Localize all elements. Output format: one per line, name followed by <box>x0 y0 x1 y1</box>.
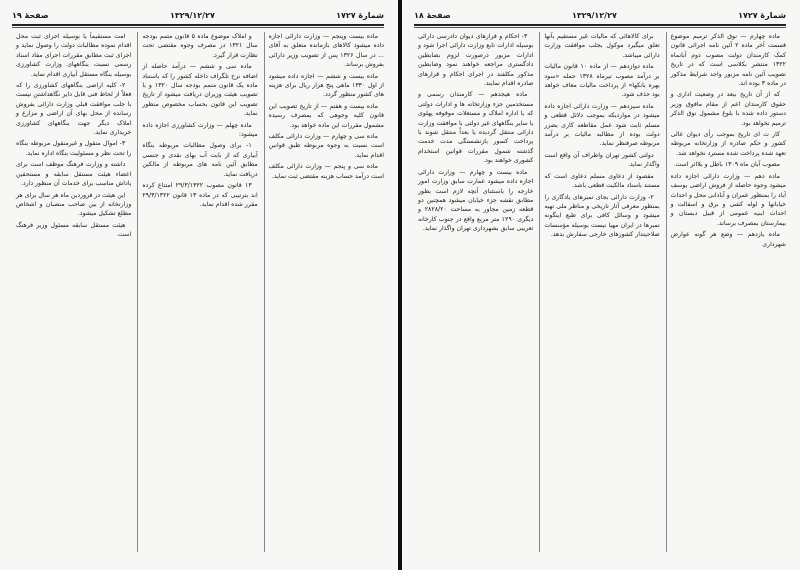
left-page <box>0 0 398 570</box>
article-paragraph: ماده سی و چهارم — وزارت دارائی مکلف است نسبت به وجوه مربوطه طبق قوانین اقدام نماید. <box>268 133 384 159</box>
article-paragraph: برای کالاهائی که مالیات غیر مستقیم بآنها تعلق میگیرد موکول بجلب موافقت وزارت دارائی میباشد. <box>544 33 660 59</box>
page-header <box>414 8 786 22</box>
article-paragraph: ماده بیست وپنجم — وزارت دارائی اجازه داده میشود کالاهای بازمانده متعلق به آقای ... در سال ۱۳۲۶ پس از تصویب وزیر دارائی بفروش برساند. <box>268 33 384 69</box>
article-paragraph: ۲- وزارت دارائی بجای تمبرهای یادگاری را بمنظور معرفی آثار تاریخی و مناظر ملی تهیه میشود و وسائل کافی برای طبع اینگونه تمبرها در ایران مهیا نیست بوسیله مؤسسات صلاحیتدار کشورهای خارجی سفارش بدهد. <box>544 193 660 239</box>
article-paragraph: ماده بیست و هفتم — از تاریخ تصویب این قانون کلیه وجوهی که بمصرف رسیده مشمول مقررات این ماده خواهد بود. <box>268 102 384 129</box>
article-paragraph: که از آن تاریخ ببعد در وضعیت اداری و حقوق کارمندان اعم از مقام مافوق وزیر دستور داده شده با بلوغ مشمول نوق الذکر ترمیم نخواهد بود. <box>670 91 786 127</box>
article-paragraph: دولتی کشور تهران واطراف آن واقع است واگذار نماید. <box>544 151 660 169</box>
article-paragraph: ۳- اموال منقول و غیرمنقول مربوطه بنگاه را تحت نظر و مسئولیت بنگاه اداره نماید. <box>16 140 132 157</box>
article-paragraph: ماده سی و پنجم — وزارت دارائی مکلف است درآمد حساب هزینه مقتضی ثبت نماید. <box>268 163 384 180</box>
column-3 <box>12 32 131 552</box>
article-paragraph: مصوب آبان ماه ۱۳۰۹ باطل و بلااثر است. <box>673 161 780 169</box>
article-paragraph: ماده یازدهم — وضع هر گونه عوارض شهرداری <box>670 231 786 248</box>
column-2 <box>539 32 659 552</box>
header-rule-thin <box>12 27 384 28</box>
page-header <box>12 8 384 22</box>
column-3 <box>414 32 533 552</box>
article-paragraph: ماده سیزدهم — وزارت دارائی اجازه داده میشود در مواردیکه بموجب دلائل قطعی و مسلم ثابت شود عمل مقاطعه کاری بضرر دولت بوده از مطالبه مالیات بر درآمد مربوطه صرفنظر نماید. <box>544 102 660 148</box>
article-paragraph: کار ت ای تاریخ بموجب رأی دیوان عالی کشور و حکم صادره از وزارتخانه مربوطه تعهد شده پرداخت شده مسترد نخواهد شد. <box>670 131 786 157</box>
article-paragraph: ماده بیست و ششم — اجازه داده میشود از اول ۱۳۳۰ ماهی پنج هزار ریال برای هزینه های کشور منظور گردد. <box>268 72 384 99</box>
page-number: صفحهٔ ۱۹ <box>12 10 49 20</box>
header-rule <box>12 24 384 26</box>
column-2 <box>137 32 257 552</box>
article-paragraph: ماده چهلم — وزارت کشاورزی اجازه داده میشود: <box>142 121 258 139</box>
column-1 <box>264 32 384 552</box>
issue-number: شمارهٔ ۱۷۲۷ <box>336 10 384 20</box>
article-paragraph: ۳- احکام و قرارهای دیوان دادرسی دارائی بوسیله ادارات تابع وزارت دارائی اجرا شود و ادارات مزبور درصورت لزوم بضابطین دادگستری مراجعه خواهند نمود وضابطین مذکور مکلفند در اجرای احکام و قرارهای صادره اقدام نمایند. <box>418 33 534 88</box>
header-rule <box>414 24 786 26</box>
article-paragraph: ماده دهم — وزارت دارائی اجازه داده میشود وجوه حاصله از فروش اراضی یوسف آباد را بمنظور عمران و آبادانی محل و احداث خیابانها و لوله کشی و برق و اسفالت و احداث ابنیه عمومی از قبیل دبستان و بیمارستان بمصرف برساند. <box>670 172 786 227</box>
article-paragraph: مقصود از دعاوی مسلم دعاوی است که مستند باسناد مالکیت قطعی باشد. <box>544 172 660 190</box>
column-container <box>12 32 384 552</box>
issue-date: ۱۳۲۹/۱۲/۲۷ <box>169 10 215 20</box>
article-paragraph: داشته و وزارت فرهنگ موظف است برای اعضاء هیئت مستقل سابقه و مستحقین پاداش مناسب برای خدمات آن منظور دارد. <box>16 161 132 188</box>
article-paragraph: هیئت مستقل سابقه مسئول وزیر فرهنگ است. <box>16 221 132 239</box>
article-paragraph: ماده هیجدهم — کارمندان رسمی و مستخدمین جزء وزارتخانه ها و ادارات دولتی که با اداره املاک و مستغلات موقوفه پهلوی یا سایر بنگاههای غیر دولتی با موافقت وزارت دارائی منتقل گردیده یا بعداً منتقل شوند با پرداخت کسور بازنشستگی مدت خدمت گذشته شمول مقررات قوانین استخدام کشوری خواهند بود. <box>418 91 534 165</box>
article-paragraph: ماده سی و ششم — درآمد حاصله از اضافه نرخ تلگراف داخله کشور را که باستناد ماده یک قانون متمم بودجه سال ۱۳۲۰ و با تصویب هیئت وزیران دریافت میشود از تاریخ تصویب این قانون بحساب مخصوص منظور نماید. <box>142 63 258 118</box>
article-paragraph: ۱- برای وصول مطالبات مربوطه بنگاه آبیاری که از بابت آب بهای نقدی و جنسی مطابق آئین نامه های مربوطه از مالکین دریافت نماید. <box>142 142 258 178</box>
article-paragraph: این هیئت در فروردین ماه هر سال برای هر وزارتخانه از بین صاحب منصبان و اشخاص مطلع تشکیل میشود. <box>16 191 132 218</box>
issue-date: ۱۳۲۹/۱۲/۲۷ <box>571 10 617 20</box>
header-rule-thin <box>414 27 786 28</box>
article-paragraph: ۱۳ قانون مصوب ۲۹/۳/۱۳۲۲ امتناع کرده اند بترتیبی که در ماده ۱۳ قانون ۲۹/۳/۱۳۲۲ مقرر شده اقدام نماید. <box>142 182 258 208</box>
right-page <box>402 0 800 570</box>
column-1 <box>666 32 786 552</box>
column-container <box>414 32 786 552</box>
article-paragraph: ماده چهارم — نوق الذکر ترمیم موضوع قسمت آخر ماده ۲ آئین نامه اجرائی قانون کمک کارمندان دولت مصوب دوم آبانماه ۱۳۲۲ منتشر بکلاسی است که در تاریخ تصویب آئین نامه مزبور واجد شرایط مذکور در ماده ۳ بوده اند. <box>670 33 786 88</box>
article-paragraph: و املاک موضوع ماده ۵ قانون متمم بودجه سال ۱۳۲۱ در مصرف وجوه مقتضی تحت نظارت قرار گیرد. <box>142 33 258 59</box>
article-paragraph: امت مستقیماً یا بوسیله اجرای ثبت محل اقدام نموده مطالبات دولت را وصول نماید و اجرای ثبت مطابق مقررات اجرای مفاد اسناد رسمی نسبت بنگاههای وزارت کشاورزی بوسیله بنگاه مستقل آبیاری اقدام نماید. <box>16 33 132 78</box>
page-number: صفحهٔ ۱۸ <box>414 10 451 20</box>
article-paragraph: ماده بیست و چهارم — وزارت دارائی اجازه داده میشود عمارت سابق وزارت امور خارجه را باستثنای آنچه لازم است بطور مطابق نقشه جزء خیابان میشود همچنین دو قطعه زمین مجاور به مساحت ۲۸۲۸/۲۰ و دیگری ۱۲۹۰ متر مربع واقع در جنوب کارخانه تعریبی سابق بشهرداری تهران واگذار نماید. <box>418 168 534 233</box>
article-paragraph: ماده دوازدهم — از ماده ۱۰ قانون مالیات بر درآمد مصوب تیرماه ۱۳۲۸ جمله «سود بهره بانکها» از پرداخت مالیات معاف خواهد بود حذف شود. <box>544 63 660 99</box>
issue-number: شمارهٔ ۱۷۲۷ <box>738 10 786 20</box>
article-paragraph: ۲- کلیه اراضی بنگاههای کشاورزی را که فعلاً از لحاظ فنی قابل دایر نگاهداشتن نیست با جلب موافقت قبلی وزارت دارائی بفروش رسانده از محل بهای آن اراضی و مزارع و املاک دیگر جهت بنگاههای کشاورزی خریداری نماید. <box>16 82 132 137</box>
